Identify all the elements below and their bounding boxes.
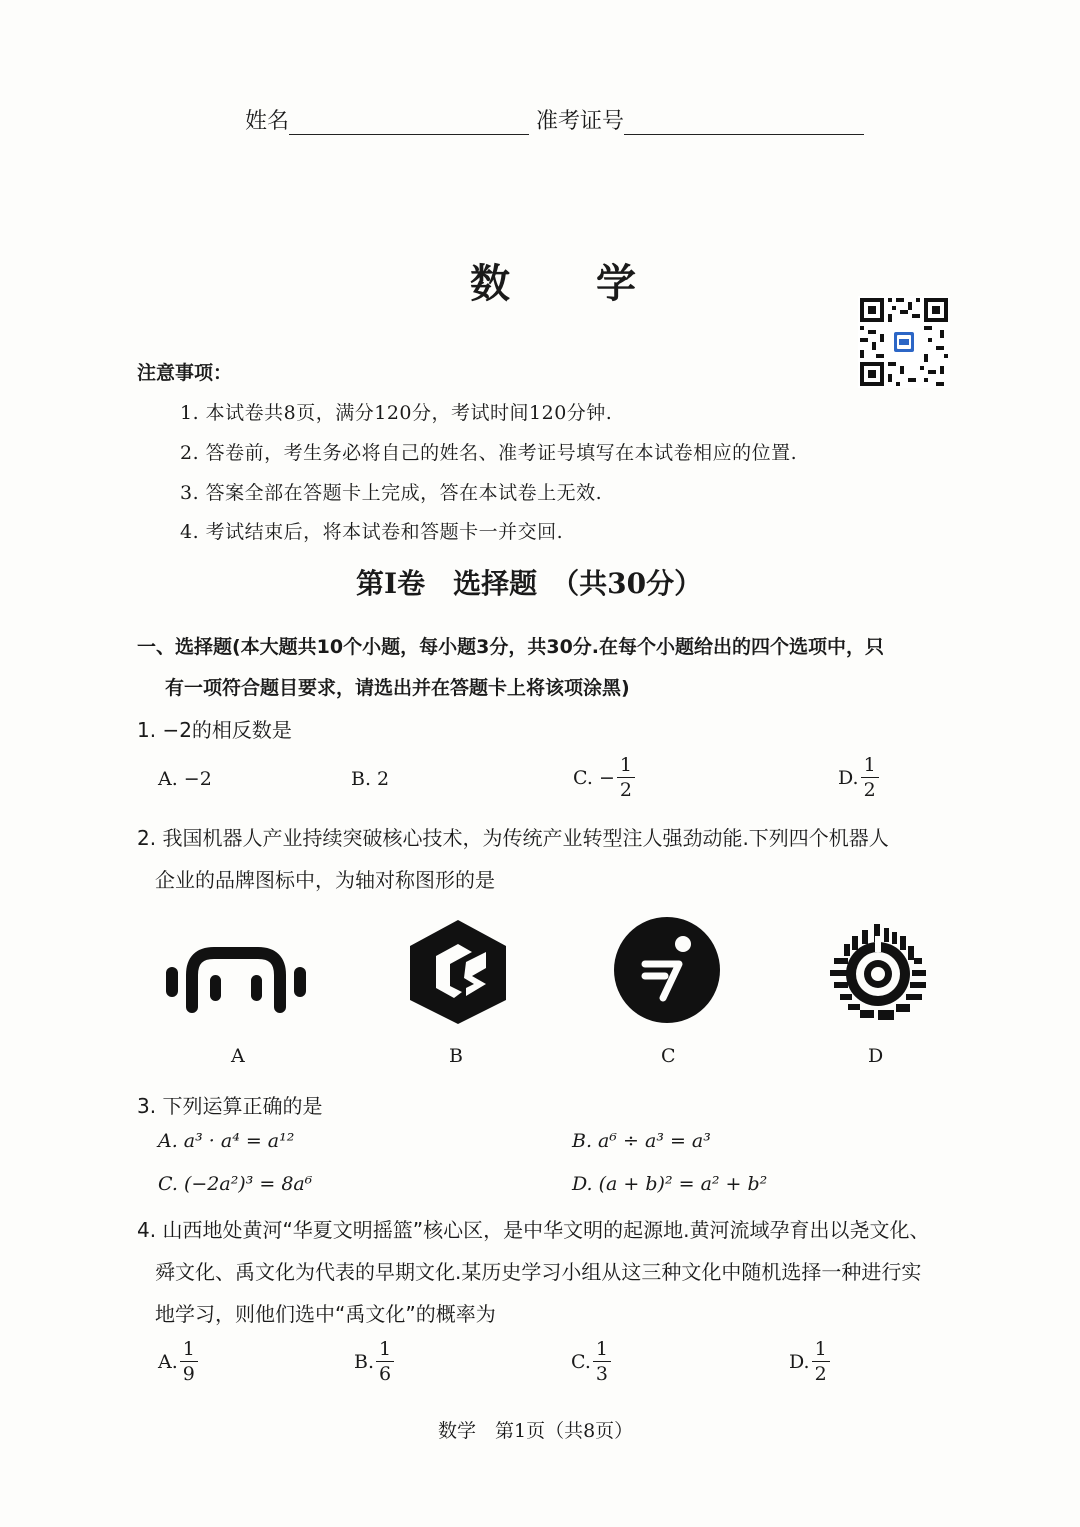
robot-logo-c-icon bbox=[613, 916, 721, 1024]
logo-label-a: A bbox=[231, 1045, 245, 1067]
logo-label-b: B bbox=[449, 1045, 463, 1067]
part1-line-2: 有一项符合题目要求，请选出并在答题卡上将该项涂黑) bbox=[165, 677, 630, 699]
notes-item-4: 4. 考试结束后，将本试卷和答题卡一并交回. bbox=[180, 521, 564, 543]
q4-option-d bbox=[789, 1340, 830, 1384]
q4-option-d-prefix: D. bbox=[789, 1351, 810, 1373]
q4-option-b-fraction: $\frac{1}{6}$ bbox=[376, 1340, 394, 1384]
q2-stem-line-1: 2. 我国机器人产业持续突破核心技术，为传统产业转型注人强劲动能.下列四个机器人 bbox=[137, 826, 889, 850]
q1-option-b: B. 2 bbox=[351, 768, 390, 790]
q1-option-c bbox=[573, 756, 635, 800]
q4-option-c-fraction: $\frac{1}{3}$ bbox=[593, 1340, 611, 1384]
q3-option-c: C. (−2a²)³ = 8a⁶ bbox=[158, 1173, 313, 1195]
q4-stem-line-2: 舜文化、禹文化为代表的早期文化.某历史学习小组从这三种文化中随机选择一种进行实 bbox=[155, 1260, 922, 1284]
name-label: 姓名 bbox=[245, 109, 290, 134]
section-title: 第Ⅰ卷 选择题 （共30分） bbox=[356, 567, 703, 600]
q1-option-a: A. −2 bbox=[158, 768, 212, 790]
q1-option-d bbox=[838, 756, 879, 800]
page-footer: 数学 第1页（共8页） bbox=[438, 1420, 634, 1442]
robot-logo-d-icon bbox=[826, 922, 930, 1026]
q4-option-c-prefix: C. bbox=[571, 1351, 591, 1373]
q1-stem: 1. −2的相反数是 bbox=[137, 718, 292, 742]
q1-option-c-prefix: C. − bbox=[573, 767, 615, 789]
q4-option-b bbox=[354, 1340, 394, 1384]
q4-option-a-prefix: A. bbox=[158, 1351, 178, 1373]
notes-item-2: 2. 答卷前，考生务必将自己的姓名、准考证号填写在本试卷相应的位置. bbox=[180, 442, 798, 464]
notes-item-1: 1. 本试卷共8页，满分120分，考试时间120分钟. bbox=[180, 402, 613, 424]
notes-item-3: 3. 答案全部在答题卡上完成，答在本试卷上无效. bbox=[180, 482, 603, 504]
q4-option-b-prefix: B. bbox=[354, 1351, 375, 1373]
q3-option-b: B. a⁶ ÷ a³ = a³ bbox=[572, 1130, 711, 1152]
exam-header bbox=[245, 104, 864, 135]
page-title: 数 学 bbox=[470, 260, 638, 307]
notes-heading: 注意事项： bbox=[137, 362, 233, 384]
q4-option-c bbox=[571, 1340, 611, 1384]
q2-stem-line-2: 企业的品牌图标中，为轴对称图形的是 bbox=[155, 868, 495, 892]
q4-stem-line-1: 4. 山西地处黄河“华夏文明摇篮”核心区，是中华文明的起源地.黄河流域孕育出以尧文化、 bbox=[137, 1218, 930, 1242]
q4-stem-line-3: 地学习，则他们选中“禹文化”的概率为 bbox=[155, 1302, 496, 1326]
logo-label-c: C bbox=[661, 1045, 676, 1067]
q1-option-d-fraction: $\frac{1}{2}$ bbox=[861, 756, 879, 800]
robot-logo-a-icon bbox=[164, 945, 308, 1017]
q1-option-c-fraction: $\frac{1}{2}$ bbox=[617, 756, 635, 800]
logo-label-d: D bbox=[868, 1045, 884, 1067]
exam-id-blank bbox=[624, 134, 864, 135]
qr-code-icon bbox=[858, 296, 950, 388]
q4-option-a-fraction: $\frac{1}{9}$ bbox=[180, 1340, 198, 1384]
q4-option-d-fraction: $\frac{1}{2}$ bbox=[812, 1340, 830, 1384]
q4-option-a bbox=[158, 1340, 198, 1384]
q3-option-a: A. a³ · a⁴ = a¹² bbox=[158, 1130, 295, 1152]
exam-id-label: 准考证号 bbox=[536, 109, 625, 134]
q3-option-d: D. (a + b)² = a² + b² bbox=[572, 1173, 768, 1195]
robot-logo-b-icon bbox=[406, 918, 510, 1026]
part1-line-1: 一、选择题(本大题共10个小题，每小题3分，共30分.在每个小题给出的四个选项中，只 bbox=[137, 636, 885, 658]
q3-stem: 3. 下列运算正确的是 bbox=[137, 1094, 323, 1118]
name-blank bbox=[289, 134, 529, 135]
q1-option-d-prefix: D. bbox=[838, 767, 859, 789]
